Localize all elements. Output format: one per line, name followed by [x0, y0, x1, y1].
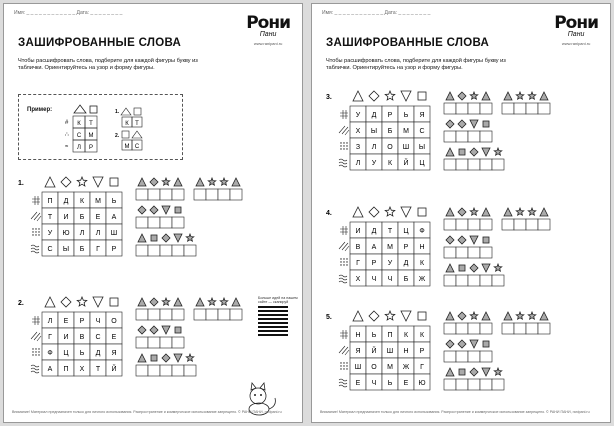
cell-letter: Т — [387, 228, 393, 235]
answer-box — [444, 148, 504, 170]
star-icon — [208, 298, 216, 305]
cell-letter: С — [47, 246, 53, 253]
svg-text:Т: Т — [135, 121, 139, 127]
diamond-icon — [150, 206, 158, 214]
answer-box — [136, 234, 196, 256]
square-icon — [151, 355, 157, 361]
dots-pattern-icon — [32, 348, 39, 355]
square-icon — [483, 237, 489, 243]
name-date-line: Имя: _ _ _ _ _ _ _ _ _ _ _ _ Дата: _ _ _ _ _ _ _ _ — [14, 10, 123, 16]
cell-letter: Ч — [387, 276, 393, 283]
triangle-down-icon — [401, 311, 411, 321]
triangle-icon — [482, 208, 490, 216]
cell-letter: Ц — [63, 350, 69, 357]
cell-letter: Л — [355, 160, 361, 167]
diamond-icon — [458, 208, 466, 216]
cell-letter: Ч — [95, 318, 101, 325]
qr-caption: Больше идей на нашем сайте — сканируй — [258, 296, 298, 305]
diamond-icon — [446, 236, 454, 244]
instructions: Чтобы расшифровать слова, подберите для каждой фигуры букву из таблички. Ориентируйтесь на узор и форму фигуры. — [326, 58, 506, 71]
cell-letter: О — [111, 318, 117, 325]
triangle-down-icon — [482, 264, 490, 272]
cell-letter: Б — [387, 128, 393, 135]
diamond-icon — [470, 148, 478, 156]
diamond-icon — [369, 311, 379, 321]
cell-letter: Я — [111, 350, 117, 357]
diamond-icon — [138, 326, 146, 334]
triangle-down-icon — [470, 340, 478, 348]
stripes-pattern-icon — [31, 212, 41, 221]
cell-letter: М — [403, 128, 409, 135]
cell-letter: Ц — [419, 160, 425, 167]
cell-letter: И — [63, 334, 69, 341]
footer-note: Внимание! Материал предназначен только для личного использования. Распространение и коммерческое использование запрещено. © РАНИ ПАНИ, ranipani.ru — [12, 410, 282, 414]
triangle-down-icon — [482, 148, 490, 156]
cell-letter: Л — [95, 230, 101, 237]
cell-letter: Е — [111, 334, 117, 341]
star-icon — [528, 312, 536, 319]
cell-letter: Ф — [47, 350, 53, 357]
cell-letter: Н — [419, 244, 425, 251]
diamond-icon — [162, 234, 170, 242]
star-icon — [208, 178, 216, 185]
cell-letter: П — [47, 198, 53, 205]
puzzle-number: 3. — [326, 94, 332, 101]
cell-letter: Й — [111, 366, 117, 373]
grid-pattern-icon — [32, 196, 40, 205]
triangle-down-icon — [482, 368, 490, 376]
worksheet-page-1 — [3, 3, 303, 423]
cell-letter: Е — [95, 214, 101, 221]
cell-letter: Д — [371, 112, 377, 119]
answer-box — [444, 92, 492, 114]
cell-letter: К — [387, 160, 393, 167]
svg-text:2.: 2. — [115, 133, 120, 139]
cell-letter: Ь — [387, 380, 393, 387]
stripes-pattern-icon — [339, 126, 349, 135]
triangle-icon — [232, 298, 240, 306]
triangle-down-icon — [174, 354, 182, 362]
triangle-icon — [196, 178, 204, 186]
cell-letter: Ы — [418, 144, 426, 151]
triangle-icon — [232, 178, 240, 186]
cell-letter: Р — [387, 112, 393, 119]
cell-letter: У — [355, 112, 361, 119]
cell-letter: О — [371, 364, 377, 371]
triangle-icon — [446, 92, 454, 100]
star-icon — [516, 312, 524, 319]
star-icon — [494, 264, 502, 271]
logo: Рони Пани www.ranipani.ru — [246, 13, 290, 46]
cell-letter: Х — [355, 276, 361, 283]
star-icon — [494, 368, 502, 375]
star-icon — [470, 208, 478, 215]
square-icon — [459, 265, 465, 271]
triangle-icon — [138, 178, 146, 186]
svg-text:∴: ∴ — [65, 132, 69, 138]
cell-letter: Ш — [354, 364, 362, 371]
star-icon — [220, 298, 228, 305]
cell-letter: Г — [420, 364, 424, 371]
star-icon — [186, 354, 194, 361]
grid-pattern-icon — [32, 316, 40, 325]
star-icon — [385, 207, 395, 216]
cell-letter: Х — [79, 366, 85, 373]
qr-block — [258, 296, 298, 336]
logo: Рони Пани www.ranipani.ru — [554, 13, 598, 46]
triangle-icon — [540, 92, 548, 100]
cell-letter: Г — [48, 334, 52, 341]
cell-letter: М — [387, 364, 393, 371]
cell-letter: Л — [371, 144, 377, 151]
svg-text:К: К — [125, 121, 129, 127]
answer-box — [136, 178, 184, 200]
diamond-icon — [138, 206, 146, 214]
star-icon — [516, 92, 524, 99]
star-icon — [220, 178, 228, 185]
diamond-icon — [458, 340, 466, 348]
cell-letter: Ж — [402, 364, 410, 371]
answer-box — [444, 236, 492, 258]
diamond-icon — [458, 312, 466, 320]
cell-letter: М — [387, 244, 393, 251]
triangle-down-icon — [401, 207, 411, 217]
diamond-icon — [458, 92, 466, 100]
puzzle-4 — [326, 206, 606, 302]
star-icon — [162, 178, 170, 185]
answer-box — [136, 298, 184, 320]
cell-letter: З — [355, 144, 361, 151]
triangle-icon — [482, 312, 490, 320]
diamond-icon — [458, 120, 466, 128]
cell-letter: К — [403, 332, 409, 339]
square-icon — [175, 207, 181, 213]
cell-letter: Б — [79, 246, 85, 253]
svg-text:1.: 1. — [115, 109, 120, 115]
star-icon — [470, 92, 478, 99]
triangle-icon — [504, 92, 512, 100]
cell-letter: Я — [355, 348, 361, 355]
cell-letter: С — [95, 334, 101, 341]
cell-letter: Т — [47, 214, 53, 221]
answer-box — [444, 312, 492, 334]
cell-letter: Л — [47, 318, 53, 325]
cell-letter: У — [47, 230, 53, 237]
cell-letter: Ш — [110, 230, 118, 237]
waves-pattern-icon — [339, 379, 347, 387]
svg-text:≈: ≈ — [65, 144, 69, 150]
cell-letter: Б — [79, 214, 85, 221]
puzzle-5 — [326, 310, 606, 406]
answer-box — [136, 326, 184, 348]
stripes-pattern-icon — [339, 242, 349, 251]
cell-letter: Й — [371, 348, 377, 355]
cell-letter: Х — [355, 128, 361, 135]
triangle-icon — [45, 177, 55, 187]
square-icon — [175, 327, 181, 333]
triangle-icon — [196, 298, 204, 306]
cell-letter: Е — [355, 380, 361, 387]
answer-box — [194, 178, 242, 200]
diamond-icon — [162, 354, 170, 362]
cell-letter: У — [371, 160, 377, 167]
triangle-icon — [446, 148, 454, 156]
page-title: ЗАШИФРОВАННЫЕ СЛОВА — [326, 37, 490, 49]
diamond-icon — [61, 177, 71, 187]
waves-pattern-icon — [339, 159, 347, 167]
cell-letter: Б — [403, 276, 409, 283]
square-icon — [418, 92, 426, 100]
cell-letter: С — [419, 128, 425, 135]
dots-pattern-icon — [340, 142, 347, 149]
square-icon — [151, 235, 157, 241]
answer-box — [502, 312, 550, 334]
cell-letter: Д — [403, 260, 409, 267]
square-icon — [418, 312, 426, 320]
answer-box — [444, 264, 504, 286]
grid-pattern-icon — [340, 226, 348, 235]
grid-pattern-icon — [340, 110, 348, 119]
puzzle-number: 2. — [18, 300, 24, 307]
waves-pattern-icon — [339, 275, 347, 283]
cell-letter: Ы — [62, 246, 70, 253]
square-icon — [418, 208, 426, 216]
triangle-icon — [446, 312, 454, 320]
star-icon — [516, 208, 524, 215]
triangle-icon — [540, 208, 548, 216]
puzzle-number: 1. — [18, 180, 24, 187]
star-icon — [162, 298, 170, 305]
star-icon — [528, 92, 536, 99]
answer-box — [194, 298, 242, 320]
answer-box — [502, 208, 550, 230]
cell-letter: К — [419, 260, 425, 267]
triangle-down-icon — [174, 234, 182, 242]
cell-letter: Р — [403, 244, 409, 251]
answer-box — [444, 208, 492, 230]
puzzle-2 — [18, 296, 248, 392]
star-icon — [385, 91, 395, 100]
triangle-icon — [504, 208, 512, 216]
cell-letter: Р — [79, 318, 85, 325]
triangle-down-icon — [162, 326, 170, 334]
triangle-icon — [446, 264, 454, 272]
puzzle-number: 4. — [326, 210, 332, 217]
diamond-icon — [446, 340, 454, 348]
triangle-icon — [540, 312, 548, 320]
cell-letter: Р — [419, 348, 425, 355]
name-date-line: Имя: _ _ _ _ _ _ _ _ _ _ _ _ Дата: _ _ _ _ _ _ _ _ — [322, 10, 431, 16]
stripes-pattern-icon — [339, 346, 349, 355]
answer-box — [444, 340, 492, 362]
triangle-icon — [446, 368, 454, 376]
footer-note: Внимание! Материал предназначен только для личного использования. Распространение и коммерческое использование запрещено. © РАНИ ПАНИ, ranipani.ru — [320, 410, 590, 414]
triangle-icon — [353, 91, 363, 101]
svg-text:М: М — [88, 133, 94, 139]
grid-pattern-icon — [340, 330, 348, 339]
cell-letter: У — [387, 260, 393, 267]
page-title: ЗАШИФРОВАННЫЕ СЛОВА — [18, 37, 182, 49]
answer-box — [502, 92, 550, 114]
triangle-icon — [504, 312, 512, 320]
cell-letter: Ь — [79, 350, 85, 357]
triangle-down-icon — [470, 120, 478, 128]
waves-pattern-icon — [31, 365, 39, 373]
cell-letter: А — [111, 214, 117, 221]
dots-pattern-icon — [32, 228, 39, 235]
cell-letter: В — [355, 244, 361, 251]
triangle-icon — [446, 208, 454, 216]
cell-letter: Д — [371, 228, 377, 235]
cell-letter: Й — [403, 160, 409, 167]
svg-text:М: М — [124, 144, 130, 150]
star-icon — [470, 312, 478, 319]
cell-letter: Ы — [370, 128, 378, 135]
svg-text:С: С — [76, 133, 82, 139]
cell-letter: Р — [371, 260, 377, 267]
diamond-icon — [150, 298, 158, 306]
cell-letter: Ь — [371, 332, 377, 339]
stripes-pattern-icon — [31, 332, 41, 341]
cell-letter: А — [47, 366, 53, 373]
svg-text:Л: Л — [77, 145, 81, 151]
star-icon — [77, 177, 87, 186]
cell-letter: Г — [96, 246, 100, 253]
cell-letter: Д — [95, 350, 101, 357]
puzzle-number: 5. — [326, 314, 332, 321]
triangle-icon — [353, 207, 363, 217]
triangle-icon — [353, 311, 363, 321]
cell-letter: П — [63, 366, 69, 373]
star-icon — [385, 311, 395, 320]
cell-letter: Ш — [386, 348, 394, 355]
cell-letter: Г — [356, 260, 360, 267]
triangle-down-icon — [162, 206, 170, 214]
answer-box — [136, 354, 196, 376]
cell-letter: Ч — [371, 276, 377, 283]
cell-letter: Ь — [111, 198, 117, 205]
diamond-icon — [150, 178, 158, 186]
cell-letter: Ж — [418, 276, 426, 283]
triangle-icon — [174, 298, 182, 306]
cell-letter: И — [63, 214, 69, 221]
cell-letter: Ч — [371, 380, 377, 387]
cell-letter: О — [387, 144, 393, 151]
triangle-down-icon — [93, 177, 103, 187]
diamond-icon — [369, 207, 379, 217]
cell-letter: Ю — [418, 380, 426, 387]
square-icon — [459, 149, 465, 155]
svg-text:#: # — [65, 120, 69, 126]
waves-pattern-icon — [31, 245, 39, 253]
dots-pattern-icon — [340, 362, 347, 369]
svg-text:К: К — [77, 121, 81, 127]
cell-letter: Ф — [419, 228, 425, 235]
star-icon — [494, 148, 502, 155]
answer-box — [444, 120, 492, 142]
worksheet-page-2 — [311, 3, 611, 423]
triangle-icon — [138, 234, 146, 242]
square-icon — [483, 341, 489, 347]
star-icon — [528, 208, 536, 215]
diamond-icon — [61, 297, 71, 307]
square-icon — [459, 369, 465, 375]
cell-letter: Ю — [62, 230, 70, 237]
diamond-icon — [446, 120, 454, 128]
cell-letter: Ш — [402, 144, 410, 151]
square-icon — [110, 178, 118, 186]
cell-letter: И — [355, 228, 361, 235]
triangle-down-icon — [93, 297, 103, 307]
cell-letter: Т — [95, 366, 101, 373]
dots-pattern-icon — [340, 258, 347, 265]
cell-letter: В — [79, 334, 85, 341]
cell-letter: Е — [403, 380, 409, 387]
cell-letter: Е — [63, 318, 69, 325]
triangle-icon — [138, 298, 146, 306]
diamond-icon — [470, 368, 478, 376]
instructions: Чтобы расшифровать слова, подберите для каждой фигуры букву из таблички. Ориентируйтесь на узор и форму фигуры. — [18, 58, 198, 71]
puzzle-3 — [326, 90, 606, 186]
cell-letter: Я — [419, 112, 425, 119]
cell-letter: М — [95, 198, 101, 205]
cell-letter: П — [387, 332, 393, 339]
triangle-icon — [174, 178, 182, 186]
svg-text:Р: Р — [88, 145, 94, 151]
triangle-icon — [45, 297, 55, 307]
cell-letter: Н — [403, 348, 409, 355]
triangle-down-icon — [401, 91, 411, 101]
puzzle-1 — [18, 176, 298, 272]
example-box — [18, 94, 183, 160]
qr-code-icon — [258, 306, 288, 336]
cell-letter: Л — [79, 230, 85, 237]
star-icon — [186, 234, 194, 241]
cell-letter: А — [371, 244, 377, 251]
cell-letter: Н — [355, 332, 361, 339]
example-label: Пример: — [27, 107, 53, 113]
diamond-icon — [150, 326, 158, 334]
triangle-icon — [482, 92, 490, 100]
svg-text:С: С — [134, 144, 140, 150]
answer-box — [444, 368, 504, 390]
diamond-icon — [470, 264, 478, 272]
cell-letter: К — [79, 198, 85, 205]
cell-letter: Д — [63, 198, 69, 205]
cell-letter: Ь — [403, 112, 409, 119]
svg-text:Т: Т — [89, 121, 93, 127]
square-icon — [483, 121, 489, 127]
diamond-icon — [458, 236, 466, 244]
cell-letter: К — [419, 332, 425, 339]
star-icon — [77, 297, 87, 306]
cell-letter: Р — [111, 246, 117, 253]
square-icon — [110, 298, 118, 306]
cell-letter: Ц — [403, 228, 409, 235]
triangle-down-icon — [470, 236, 478, 244]
triangle-icon — [138, 354, 146, 362]
example-diagram — [19, 95, 182, 159]
answer-box — [136, 206, 184, 228]
diamond-icon — [369, 91, 379, 101]
